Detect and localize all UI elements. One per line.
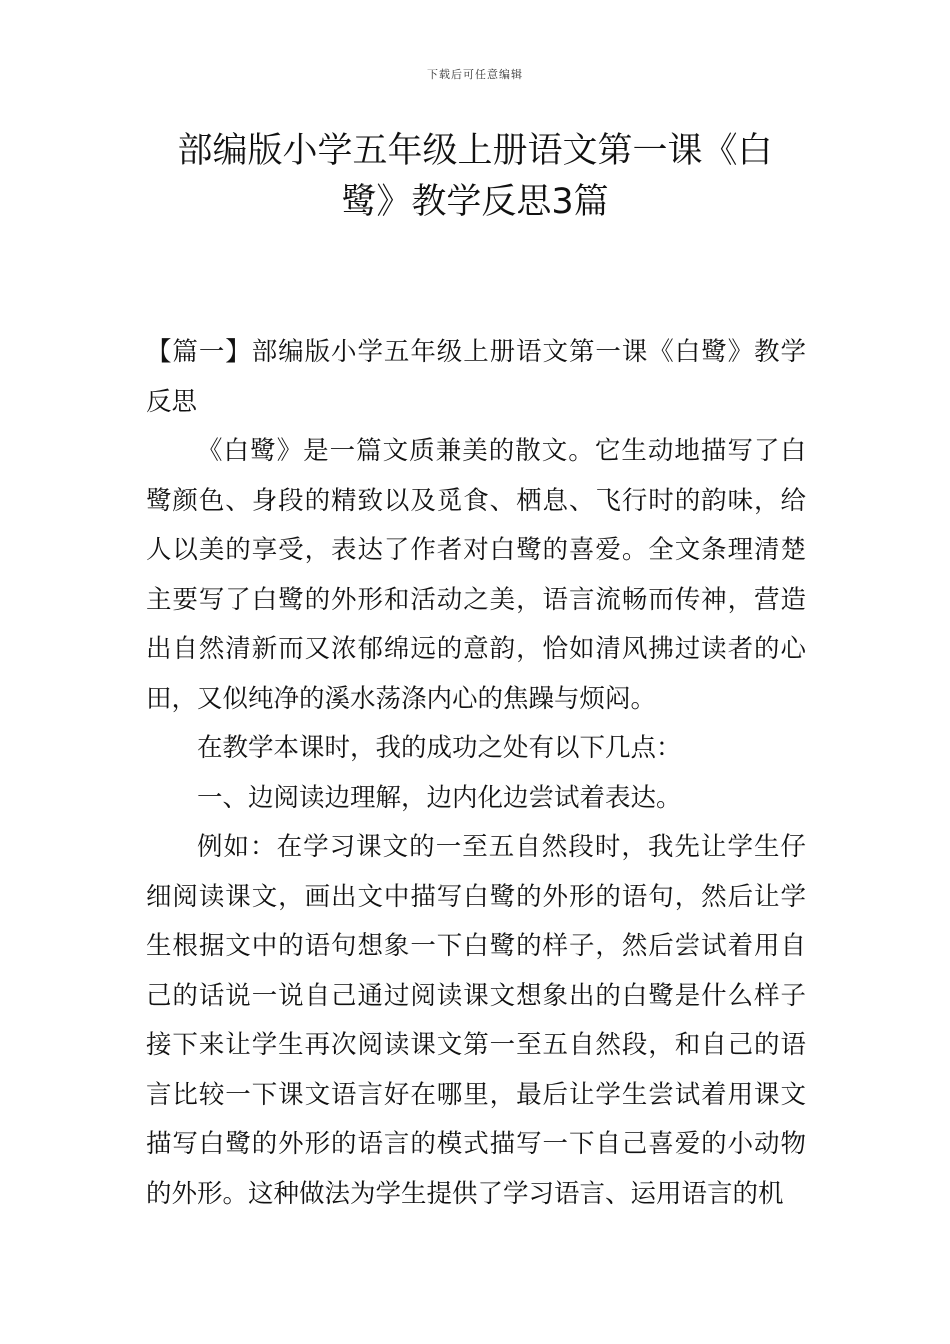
section-heading: 【篇一】部编版小学五年级上册语文第一课《白鹭》教学反思	[146, 337, 806, 417]
paragraph-success-points: 在教学本课时，我的成功之处有以下几点：	[197, 733, 682, 763]
paragraph-intro: 《白鹭》是一篇文质兼美的散文。它生动地描写了白鹭颜色、身段的精致以及觅食、栖息、飞行时的韵味，给人以美的享受，表达了作者对白鹭的喜爱。全文条理清楚主要写了白鹭的外形和活动之美，语言流畅而传神，营造出自然清新而又浓郁绵远的意韵，恰如清风拂过读者的心田，又似纯净的溪水荡涤内心的焦躁与烦闷。	[146, 436, 806, 714]
paragraph-point-one: 一、边阅读边理解，边内化边尝试着表达。	[197, 782, 682, 813]
page-header-note: 下载后可任意编辑	[427, 68, 523, 81]
document-title	[150, 126, 800, 228]
paragraph-example: 例如：在学习课文的一至五自然段时，我先让学生仔细阅读课文，画出文中描写白鹭的外形的语句，然后让学生根据文中的语句想象一下白鹭的样子，然后尝试着用自己的话说一说自己通过阅读课文想象出的白鹭是什么样子接下来让学生再次阅读课文第一至五自然段，和自己的语言比较一下课文语言好在哪里，最后让学生尝试着用课文描写白鹭的外形的语言的模式描写一下自己喜爱的小动物的外形。这种做法为学生提供了学习语言、运用语言的机	[146, 832, 806, 1209]
document-title-line-2: 鹭》教学反思3篇	[341, 182, 609, 222]
document-title-line-1: 部编版小学五年级上册语文第一课《白	[177, 131, 773, 171]
document-body	[146, 328, 806, 1219]
